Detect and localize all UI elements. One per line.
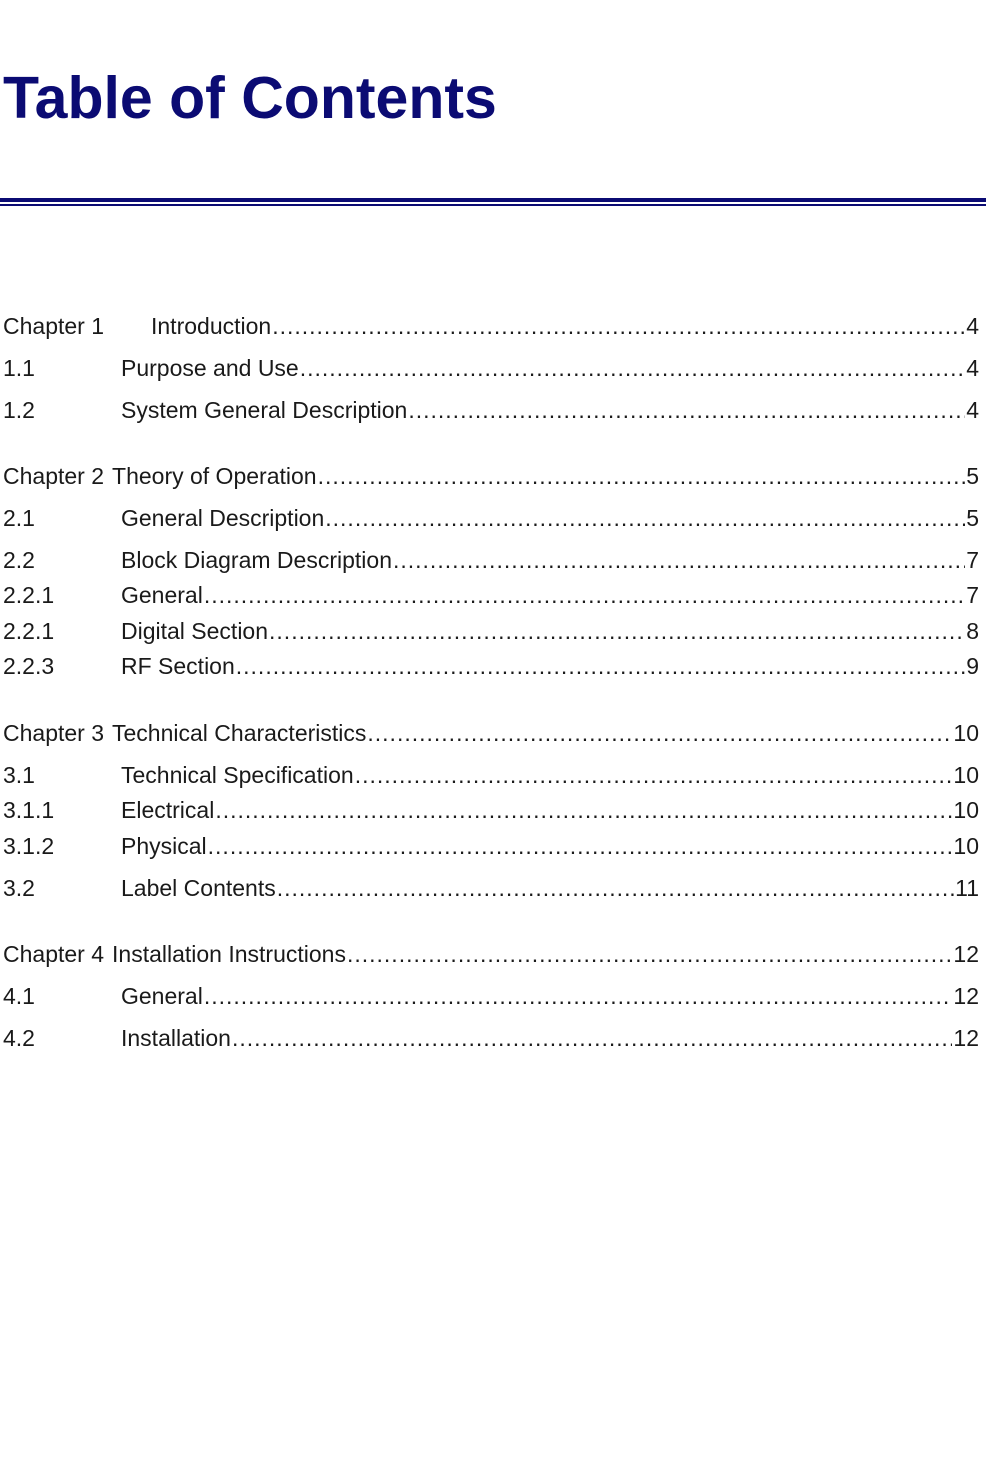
toc-dot-leader [325, 503, 965, 533]
toc-entry-chapter-3[interactable] [3, 718, 979, 748]
toc-entry-number: 1.1 [3, 355, 35, 381]
toc-entry-number: 2.2 [3, 547, 35, 573]
toc-entry-number: Chapter 4 [3, 941, 105, 967]
toc-entry-4-1[interactable] [3, 981, 979, 1011]
toc-entry-number: 2.2.1 [3, 618, 55, 644]
toc-entry-chapter-4[interactable] [3, 939, 979, 969]
toc-dot-leader [204, 580, 965, 610]
toc-entry-label: Physical [121, 833, 207, 859]
toc-entry-4-2[interactable] [3, 1023, 979, 1053]
toc-dot-leader [318, 461, 966, 491]
title-divider-thick [0, 198, 986, 202]
toc-entry-number: 2.2.3 [3, 653, 55, 679]
toc-entry-2-2-1-digital[interactable] [3, 616, 979, 646]
toc-dot-leader [232, 1023, 952, 1053]
toc-entry-page: 5 [966, 463, 979, 489]
toc-entry-3-1[interactable] [3, 760, 979, 790]
toc-dot-leader [204, 981, 953, 1011]
toc-entry-label: General Description [121, 505, 325, 531]
toc-dot-leader [347, 939, 952, 969]
toc-dot-leader [236, 651, 965, 681]
toc-entry-number: 3.1.2 [3, 833, 55, 859]
toc-entry-1-1[interactable] [3, 353, 979, 383]
toc-entry-label: Installation Instructions [112, 941, 346, 967]
toc-entry-3-1-2[interactable] [3, 831, 979, 861]
title-divider [0, 198, 986, 207]
toc-dot-leader [355, 760, 953, 790]
toc-entry-3-2[interactable] [3, 873, 979, 903]
toc-entry-3-1-1[interactable] [3, 795, 979, 825]
toc-entry-2-2-3[interactable] [3, 651, 979, 681]
toc-entry-label: Introduction [151, 313, 272, 339]
toc-dot-leader [367, 718, 952, 748]
toc-entry-number: 3.1.1 [3, 797, 55, 823]
toc-entry-label: System General Description [121, 397, 408, 423]
toc-entry-page: 10 [953, 762, 979, 788]
toc-entry-page: 12 [953, 941, 979, 967]
toc-entry-label: Installation [121, 1025, 231, 1051]
toc-dot-leader [277, 873, 954, 903]
toc-entry-number: 1.2 [3, 397, 35, 423]
toc-entry-1-2[interactable] [3, 395, 979, 425]
toc-entry-label: Technical Characteristics [112, 720, 367, 746]
toc-dot-leader [393, 545, 965, 575]
toc-entry-number: 3.1 [3, 762, 35, 788]
toc-entry-page: 4 [966, 313, 979, 339]
toc-dot-leader [215, 795, 952, 825]
toc-entry-page: 4 [966, 397, 979, 423]
toc-entry-number: Chapter 2 [3, 463, 105, 489]
toc-entry-label: Technical Specification [121, 762, 354, 788]
toc-entry-number: Chapter 1 [3, 313, 105, 339]
toc-dot-leader [269, 616, 965, 646]
title-divider-thin [0, 204, 986, 206]
toc-entry-label: General [121, 983, 203, 1009]
toc-entry-chapter-1[interactable] [3, 311, 979, 341]
toc-dot-leader [208, 831, 953, 861]
toc-entry-page: 7 [966, 547, 979, 573]
toc-entry-2-1[interactable] [3, 503, 979, 533]
toc-entry-label: Label Contents [121, 875, 276, 901]
toc-entry-number: 2.1 [3, 505, 35, 531]
toc-entry-number: 4.1 [3, 983, 35, 1009]
toc-entry-page: 8 [966, 618, 979, 644]
toc-dot-leader [300, 353, 965, 383]
toc-entry-2-2-1-general[interactable] [3, 580, 979, 610]
toc-entry-page: 10 [953, 833, 979, 859]
toc-entry-number: Chapter 3 [3, 720, 105, 746]
toc-dot-leader [408, 395, 965, 425]
page-title: Table of Contents [3, 65, 497, 131]
toc-dot-leader [272, 311, 965, 341]
toc-entry-page: 10 [953, 720, 979, 746]
toc-entry-label: Electrical [121, 797, 215, 823]
toc-entry-label: Theory of Operation [112, 463, 317, 489]
toc-entry-page: 9 [966, 653, 979, 679]
toc-entry-label: Purpose and Use [121, 355, 299, 381]
toc-entry-number: 4.2 [3, 1025, 35, 1051]
toc-entry-page: 12 [953, 1025, 979, 1051]
toc-entry-page: 12 [953, 983, 979, 1009]
toc-entry-label: Digital Section [121, 618, 269, 644]
toc-entry-number: 2.2.1 [3, 582, 55, 608]
toc-entry-number: 3.2 [3, 875, 35, 901]
toc-entry-chapter-2[interactable] [3, 461, 979, 491]
toc-entry-page: 5 [966, 505, 979, 531]
toc-entry-2-2[interactable] [3, 545, 979, 575]
toc-entry-label: General [121, 582, 203, 608]
toc-entry-page: 4 [966, 355, 979, 381]
toc-entry-page: 11 [955, 875, 979, 901]
toc-entry-label: Block Diagram Description [121, 547, 392, 573]
toc-entry-page: 10 [953, 797, 979, 823]
toc-entry-page: 7 [966, 582, 979, 608]
toc-entry-label: RF Section [121, 653, 235, 679]
